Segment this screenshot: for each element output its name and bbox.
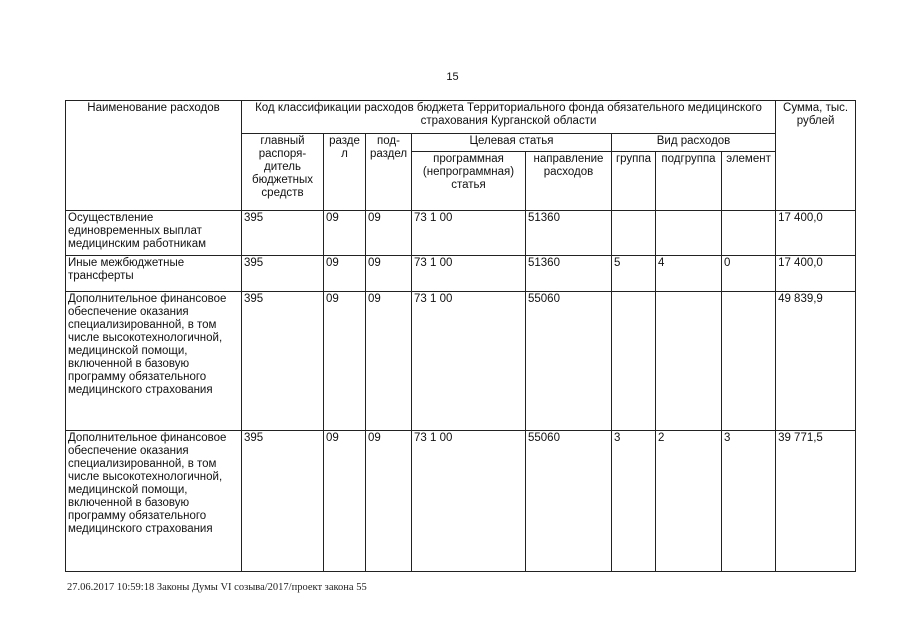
row-podgruppa [656, 292, 722, 431]
row-name: Дополнительное финансовое обеспечение оказания специализированной, в том числе высокотехнологичной, медицинской помощи, включенной в базовую программу обязательного медицинского страхования [66, 431, 242, 572]
table-row [66, 256, 856, 292]
row-element: 0 [722, 256, 776, 292]
row-gruppa [612, 211, 656, 256]
header-target-article: Целевая статья [412, 134, 612, 152]
row-gr: 395 [242, 211, 324, 256]
row-podrazdel: 09 [366, 431, 412, 572]
row-prog: 73 1 00 [412, 431, 526, 572]
row-podrazdel: 09 [366, 211, 412, 256]
table-row [66, 431, 856, 572]
header-main-manager: главный распоря-дитель бюджетных средств [242, 134, 324, 211]
row-razdel: 09 [324, 292, 366, 431]
page-number: 15 [446, 71, 459, 83]
row-gruppa: 5 [612, 256, 656, 292]
row-prog: 73 1 00 [412, 211, 526, 256]
row-razdel: 09 [324, 431, 366, 572]
row-name: Осуществление единовременных выплат медицинским работникам [66, 211, 242, 256]
header-expense-type: Вид расходов [612, 134, 776, 152]
row-element [722, 211, 776, 256]
row-sum: 39 771,5 [776, 431, 856, 572]
header-name: Наименование расходов [66, 101, 242, 211]
table-row [66, 292, 856, 431]
row-gr: 395 [242, 292, 324, 431]
header-element: элемент [722, 152, 776, 211]
header-row-1 [66, 101, 856, 134]
row-napr: 51360 [526, 211, 612, 256]
row-sum: 17 400,0 [776, 211, 856, 256]
row-sum: 49 839,9 [776, 292, 856, 431]
row-gr: 395 [242, 431, 324, 572]
row-podrazdel: 09 [366, 292, 412, 431]
row-prog: 73 1 00 [412, 256, 526, 292]
row-gruppa: 3 [612, 431, 656, 572]
row-napr: 51360 [526, 256, 612, 292]
row-gr: 395 [242, 256, 324, 292]
header-subsection: под-раздел [366, 134, 412, 211]
row-podgruppa: 2 [656, 431, 722, 572]
row-name: Дополнительное финансовое обеспечение оказания специализированной, в том числе высокотехнологичной, медицинской помощи, включенной в базовую программу обязательного медицинского страхования [66, 292, 242, 431]
row-podgruppa [656, 211, 722, 256]
row-razdel: 09 [324, 256, 366, 292]
row-sum: 17 400,0 [776, 256, 856, 292]
row-napr: 55060 [526, 431, 612, 572]
row-element: 3 [722, 431, 776, 572]
header-section: раздел [324, 134, 366, 211]
row-podgruppa: 4 [656, 256, 722, 292]
row-prog: 73 1 00 [412, 292, 526, 431]
header-direction: направление расходов [526, 152, 612, 211]
header-program: программная (непрограммная) статья [412, 152, 526, 211]
budget-table [65, 100, 856, 572]
header-group: группа [612, 152, 656, 211]
row-podrazdel: 09 [366, 256, 412, 292]
row-napr: 55060 [526, 292, 612, 431]
header-code-group: Код классификации расходов бюджета Территориального фонда обязательного медицинского страхования Курганской области [242, 101, 776, 134]
row-element [722, 292, 776, 431]
header-subgroup: подгруппа [656, 152, 722, 211]
table-row [66, 211, 856, 256]
header-sum: Сумма, тыс. рублей [776, 101, 856, 211]
row-gruppa [612, 292, 656, 431]
document-footer: 27.06.2017 10:59:18 Законы Думы VI созыва/2017/проект закона 55 [67, 582, 367, 593]
row-razdel: 09 [324, 211, 366, 256]
row-name: Иные межбюджетные трансферты [66, 256, 242, 292]
